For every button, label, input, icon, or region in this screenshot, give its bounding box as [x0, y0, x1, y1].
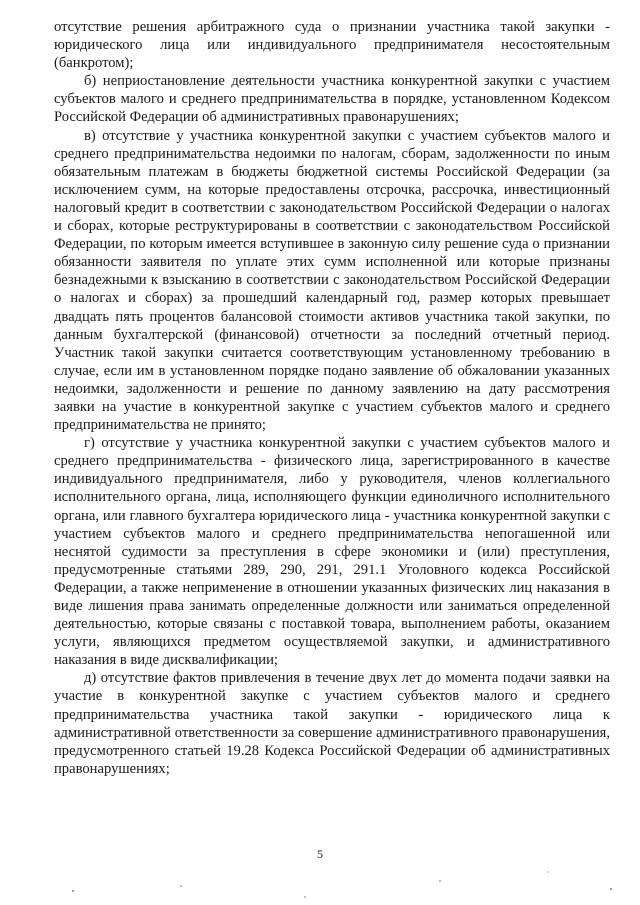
paragraph-g: г) отсутствие у участника конкурентной закупки с участием субъектов малого и среднего предпринимательства - физического лица, зарегистрированного в качестве индивидуального предпринимателя, либо у руководителя, членов коллегиального исполнительного органа, лица, исполняющего функции единоличного исполнительного органа, или главного бухгалтера юридического лица - участника конкурентной закупки с участием субъектов малого и среднего предпринимательства непогашенной или неснятой судимости за преступления в сфере экономики и (или) преступления, предусмотренные статьями 289, 290, 291, 291.1 Уголовного кодекса Российской Федерации, а также неприменение в отношении указанных физических лиц наказания в виде лишения права занимать определенные должности или заниматься определенной деятельностью, которые связаны с поставкой товара, выполнением работы, оказанием услуги, являющихся предметом осуществляемой закупки, и административного наказания в виде дисквалификации;	[54, 435, 610, 669]
paragraph-d: д) отсутствие фактов привлечения в течение двух лет до момента подачи заявки на участие в конкурентной закупке с участием субъектов малого и среднего предпринимательства участника такой закупки - юридического лица к административной ответственности за совершение административного правонарушения, предусмотренного статьей 19.28 Кодекса Российской Федерации об административных правонарушениях;	[54, 670, 610, 777]
paragraph-b: б) неприостановление деятельности участника конкурентной закупки с участием субъектов малого и среднего предпринимательства в порядке, установленном Кодексом Российской Федерации об административных правонарушениях;	[54, 73, 610, 126]
paragraph-continuation: отсутствие решения арбитражного суда о признании участника такой закупки - юридического лица или индивидуального предпринимателя несостоятельным (банкротом);	[54, 19, 610, 72]
page-number: 5	[317, 847, 323, 861]
paragraph-v: в) отсутствие у участника конкурентной закупки с участием субъектов малого и среднего предпринимательства недоимки по налогам, сборам, задолженности по иным обязательным платежам в бюджеты бюджетной системы Российской Федерации (за исключением сумм, на которые предоставлены отсрочка, рассрочка, инвестиционный налоговый кредит в соответствии с законодательством Российской Федерации о налогах и сборах, которые реструктурированы в соответствии с законодательством Российской Федерации, по которым имеется вступившее в законную силу решение суда о признании обязанности заявителя по уплате этих сумм исполненной или которые признаны безнадежными к взысканию в соответствии с законодательством Российской Федерации о налогах и сборах) за прошедший календарный год, размер которых превышает двадцать пять процентов балансовой стоимости активов участника такой закупки, по данным бухгалтерской (финансовой) отчетности за последний отчетный период. Участник такой закупки считается соответствующим установленному требованию в случае, если им в установленном порядке подано заявление об обжаловании указанных недоимки, задолженности и решение по данному заявлению на дату рассмотрения заявки на участие в конкурентной закупке с участием субъектов малого и среднего предпринимательства не принято;	[54, 127, 610, 434]
